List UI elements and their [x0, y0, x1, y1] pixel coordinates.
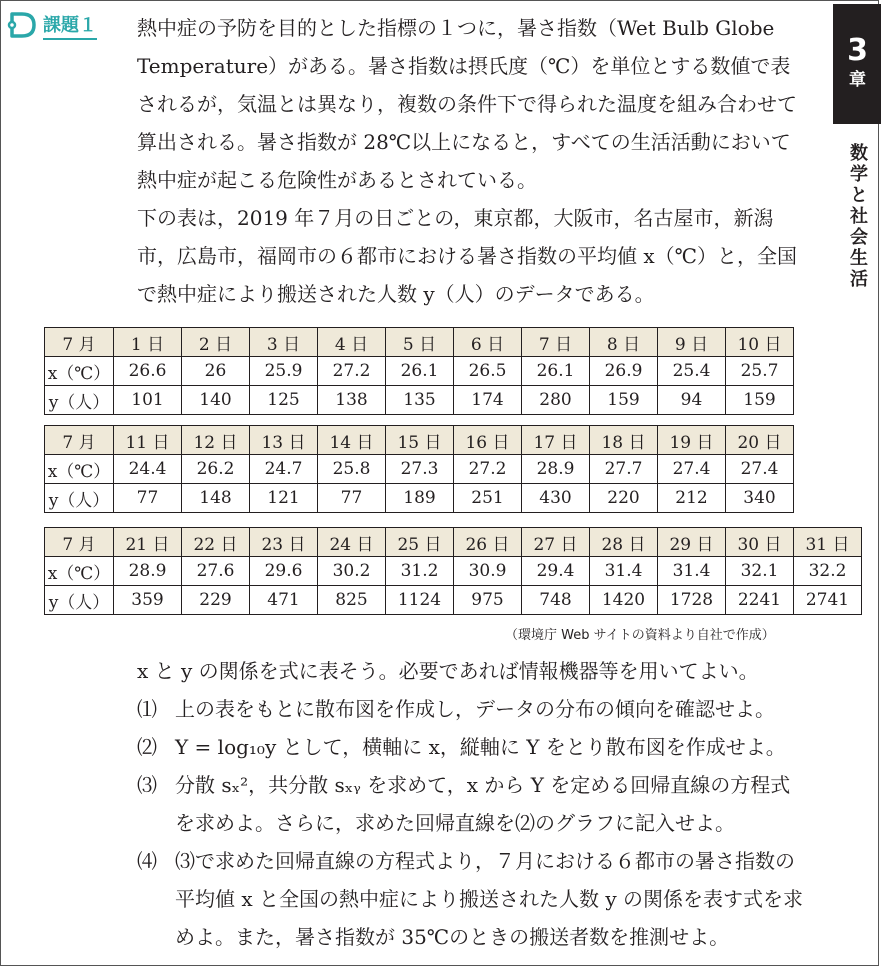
y-cell: 159 — [590, 386, 658, 415]
y-cell: 1420 — [590, 586, 658, 615]
y-cell: 2741 — [794, 586, 862, 615]
x-cell: 24.4 — [114, 455, 182, 484]
day-cell: 26 日 — [454, 528, 522, 557]
questions — [137, 652, 807, 956]
y-cell: 2241 — [726, 586, 794, 615]
question-4 — [137, 842, 807, 956]
y-cell: 975 — [454, 586, 522, 615]
x-header: x（℃） — [45, 357, 114, 386]
day-cell: 22 日 — [182, 528, 250, 557]
day-cell: 10 日 — [726, 328, 794, 357]
data-table-1 — [44, 327, 794, 415]
x-cell: 32.2 — [794, 557, 862, 586]
x-cell: 31.2 — [386, 557, 454, 586]
x-cell: 25.7 — [726, 357, 794, 386]
day-cell: 12 日 — [182, 426, 250, 455]
day-cell: 16 日 — [454, 426, 522, 455]
day-cell: 31 日 — [794, 528, 862, 557]
day-cell: 9 日 — [658, 328, 726, 357]
y-cell: 1728 — [658, 586, 726, 615]
y-cell: 825 — [318, 586, 386, 615]
x-cell: 29.6 — [250, 557, 318, 586]
question-1 — [137, 690, 807, 728]
x-cell: 27.4 — [726, 455, 794, 484]
question-number: ⑴ — [137, 697, 157, 721]
day-cell: 28 日 — [590, 528, 658, 557]
y-cell: 1124 — [386, 586, 454, 615]
y-row — [45, 586, 862, 615]
day-cell: 13 日 — [250, 426, 318, 455]
x-cell: 30.9 — [454, 557, 522, 586]
chapter-number: 3 — [847, 33, 868, 68]
source-note: （環境庁 Web サイトの資料より自社で作成） — [505, 628, 775, 643]
day-cell: 7 日 — [522, 328, 590, 357]
x-cell: 25.8 — [318, 455, 386, 484]
day-cell: 14 日 — [318, 426, 386, 455]
y-cell: 135 — [386, 386, 454, 415]
y-cell: 251 — [454, 484, 522, 513]
x-cell: 29.4 — [522, 557, 590, 586]
y-header: y（人） — [45, 586, 114, 615]
x-header: x（℃） — [45, 455, 114, 484]
y-cell: 220 — [590, 484, 658, 513]
d-logo-icon — [7, 9, 39, 41]
question-3 — [137, 766, 807, 842]
task-label: 課題１ — [43, 11, 97, 40]
chapter-title: 数学と社会生活 — [847, 143, 868, 290]
x-cell: 26.6 — [114, 357, 182, 386]
intro-text — [137, 9, 797, 313]
x-cell: 28.9 — [522, 455, 590, 484]
y-cell: 121 — [250, 484, 318, 513]
y-cell: 280 — [522, 386, 590, 415]
day-cell: 11 日 — [114, 426, 182, 455]
question-number: ⑷ — [137, 849, 157, 873]
question-text: 上の表をもとに散布図を作成し，データの分布の傾向を確認せよ。 — [175, 697, 775, 721]
question-number: ⑶ — [137, 773, 157, 797]
x-cell: 32.1 — [726, 557, 794, 586]
question-number: ⑵ — [137, 735, 157, 759]
day-cell: 30 日 — [726, 528, 794, 557]
y-header: y（人） — [45, 484, 114, 513]
x-cell: 27.4 — [658, 455, 726, 484]
y-cell: 77 — [318, 484, 386, 513]
y-cell: 340 — [726, 484, 794, 513]
x-cell: 26.1 — [386, 357, 454, 386]
question-2 — [137, 728, 807, 766]
y-cell: 125 — [250, 386, 318, 415]
x-cell: 27.3 — [386, 455, 454, 484]
day-cell: 29 日 — [658, 528, 726, 557]
day-cell: 5 日 — [386, 328, 454, 357]
x-cell: 27.2 — [318, 357, 386, 386]
x-cell: 24.7 — [250, 455, 318, 484]
day-cell: 24 日 — [318, 528, 386, 557]
y-cell: 94 — [658, 386, 726, 415]
day-cell: 19 日 — [658, 426, 726, 455]
day-cell: 27 日 — [522, 528, 590, 557]
y-cell: 138 — [318, 386, 386, 415]
x-cell: 27.7 — [590, 455, 658, 484]
y-cell: 359 — [114, 586, 182, 615]
day-cell: 3 日 — [250, 328, 318, 357]
day-cell: 2 日 — [182, 328, 250, 357]
x-cell: 31.4 — [590, 557, 658, 586]
x-cell: 26 — [182, 357, 250, 386]
intro-paragraph-2: 下の表は，2019 年７月の日ごとの，東京都，大阪市，名古屋市，新潟市，広島市，福岡市の６都市における暑さ指数の平均値 x（℃）と，全国で熱中症により搬送された人数 y（人）のデータである。 — [137, 206, 798, 306]
x-cell: 30.2 — [318, 557, 386, 586]
data-table-3 — [44, 527, 862, 615]
task-badge — [7, 9, 97, 41]
month-header: 7 月 — [45, 426, 114, 455]
x-header: x（℃） — [45, 557, 114, 586]
y-cell: 189 — [386, 484, 454, 513]
day-cell: 18 日 — [590, 426, 658, 455]
x-cell: 26.2 — [182, 455, 250, 484]
question-text: Y = log₁₀y として，横軸に x，縦軸に Y をとり散布図を作成せよ。 — [175, 735, 786, 759]
x-row — [45, 357, 794, 386]
day-cell: 6 日 — [454, 328, 522, 357]
x-cell: 27.2 — [454, 455, 522, 484]
y-row — [45, 386, 794, 415]
x-cell: 27.6 — [182, 557, 250, 586]
x-cell: 28.9 — [114, 557, 182, 586]
day-cell: 15 日 — [386, 426, 454, 455]
x-row — [45, 455, 794, 484]
day-cell: 1 日 — [114, 328, 182, 357]
y-cell: 101 — [114, 386, 182, 415]
day-cell: 21 日 — [114, 528, 182, 557]
chapter-tab — [833, 4, 881, 124]
day-cell: 8 日 — [590, 328, 658, 357]
question-text: ⑶で求めた回帰直線の方程式より，７月における６都市の暑さ指数の平均値 x と全国の熱中症により搬送された人数 y の関係を表す式を求めよ。また，暑さ指数が 35℃のときの搬送者数を推測せよ。 — [175, 849, 804, 949]
y-cell: 229 — [182, 586, 250, 615]
month-header: 7 月 — [45, 528, 114, 557]
day-cell: 23 日 — [250, 528, 318, 557]
x-row — [45, 557, 862, 586]
y-cell: 471 — [250, 586, 318, 615]
y-cell: 430 — [522, 484, 590, 513]
x-cell: 31.4 — [658, 557, 726, 586]
y-cell: 212 — [658, 484, 726, 513]
y-cell: 159 — [726, 386, 794, 415]
month-header: 7 月 — [45, 328, 114, 357]
questions-lead: x と y の関係を式に表そう。必要であれば情報機器等を用いてよい。 — [137, 659, 759, 683]
y-cell: 77 — [114, 484, 182, 513]
chapter-suffix: 章 — [849, 70, 866, 90]
y-cell: 748 — [522, 586, 590, 615]
day-cell: 4 日 — [318, 328, 386, 357]
x-cell: 26.1 — [522, 357, 590, 386]
data-table-2 — [44, 425, 794, 513]
day-cell: 25 日 — [386, 528, 454, 557]
day-row — [45, 328, 794, 357]
y-cell: 148 — [182, 484, 250, 513]
day-row — [45, 528, 862, 557]
x-cell: 26.5 — [454, 357, 522, 386]
x-cell: 25.4 — [658, 357, 726, 386]
y-row — [45, 484, 794, 513]
question-text: 分散 sₓ²，共分散 sₓᵧ を求めて，x から Y を定める回帰直線の方程式を求めよ。さらに，求めた回帰直線を⑵のグラフに記入せよ。 — [175, 773, 791, 835]
day-row — [45, 426, 794, 455]
y-header: y（人） — [45, 386, 114, 415]
y-cell: 140 — [182, 386, 250, 415]
intro-paragraph-1: 熱中症の予防を目的とした指標の１つに，暑さ指数（Wet Bulb Globe Temperature）がある。暑さ指数は摂氏度（℃）を単位とする数値で表されるが，気温とは異なり，複数の条件下で得られた温度を組み合わせて算出される。暑さ指数が 28℃以上になると，すべての生活活動において熱中症が起こる危険性があるとされている。 — [137, 16, 797, 192]
day-cell: 20 日 — [726, 426, 794, 455]
day-cell: 17 日 — [522, 426, 590, 455]
y-cell: 174 — [454, 386, 522, 415]
x-cell: 26.9 — [590, 357, 658, 386]
x-cell: 25.9 — [250, 357, 318, 386]
